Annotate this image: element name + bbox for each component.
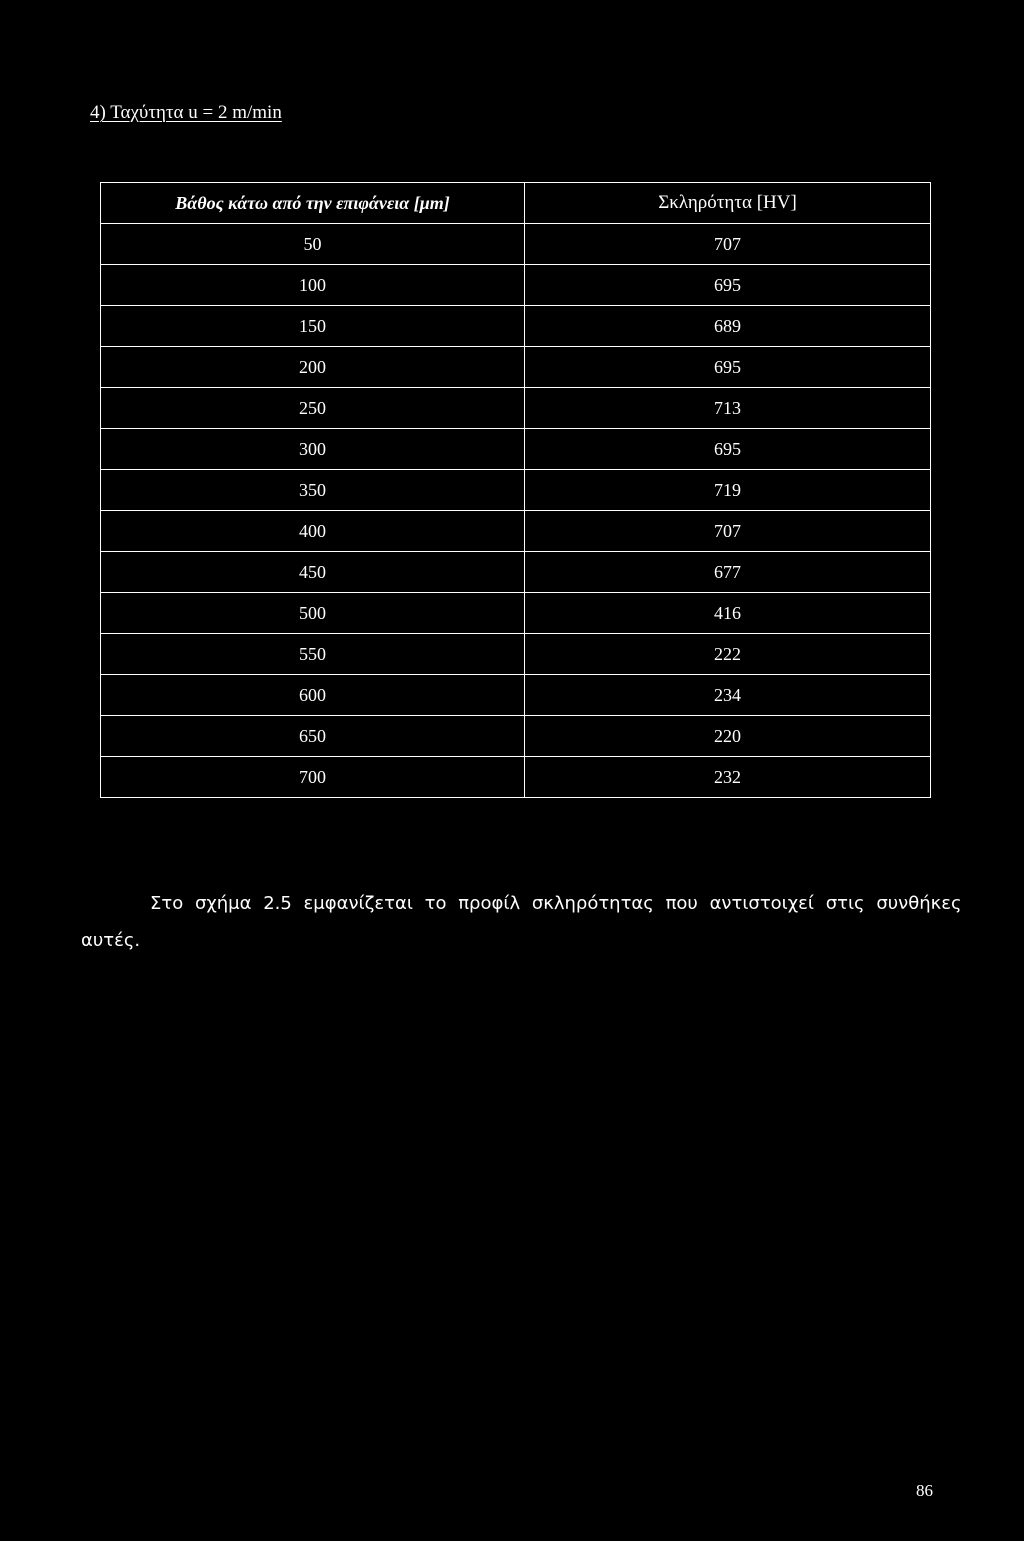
hardness-cell: 707 [525,511,931,552]
depth-cell: 250 [101,388,525,429]
table-row [101,593,931,634]
table-row [101,716,931,757]
depth-cell: 100 [101,265,525,306]
hardness-cell: 234 [525,675,931,716]
depth-cell: 550 [101,634,525,675]
table-row [101,347,931,388]
depth-cell: 350 [101,470,525,511]
table-row [101,306,931,347]
depth-cell: 650 [101,716,525,757]
table-row [101,511,931,552]
depth-cell: 200 [101,347,525,388]
hardness-cell: 222 [525,634,931,675]
hardness-cell: 713 [525,388,931,429]
hardness-cell: 677 [525,552,931,593]
depth-cell: 50 [101,224,525,265]
paragraph-line-2: αυτές. [81,930,141,951]
hardness-cell: 695 [525,347,931,388]
hardness-cell: 689 [525,306,931,347]
column-header-depth: Βάθος κάτω από την επιφάνεια [μm] [101,183,525,224]
table-row [101,388,931,429]
depth-cell: 400 [101,511,525,552]
table-row [101,634,931,675]
hardness-cell: 707 [525,224,931,265]
table-row [101,224,931,265]
depth-cell: 700 [101,757,525,798]
paragraph-line-1: Στο σχήμα 2.5 εμφανίζεται το προφίλ σκληρότητας που αντιστοιχεί στις συνθήκες [150,893,962,914]
depth-cell: 450 [101,552,525,593]
hardness-cell: 719 [525,470,931,511]
hardness-cell: 232 [525,757,931,798]
hardness-table [100,182,931,798]
table-row [101,675,931,716]
depth-cell: 600 [101,675,525,716]
page-number: 86 [916,1481,933,1500]
column-header-hardness: Σκληρότητα [HV] [525,183,931,224]
hardness-cell: 695 [525,265,931,306]
depth-cell: 500 [101,593,525,634]
table-row [101,265,931,306]
table-row [101,429,931,470]
section-heading: 4) Ταχύτητα u = 2 m/min [90,102,282,123]
depth-cell: 300 [101,429,525,470]
depth-cell: 150 [101,306,525,347]
table-row [101,757,931,798]
table-header-row [101,183,931,224]
hardness-cell: 416 [525,593,931,634]
table-row [101,552,931,593]
hardness-cell: 220 [525,716,931,757]
hardness-cell: 695 [525,429,931,470]
table-row [101,470,931,511]
